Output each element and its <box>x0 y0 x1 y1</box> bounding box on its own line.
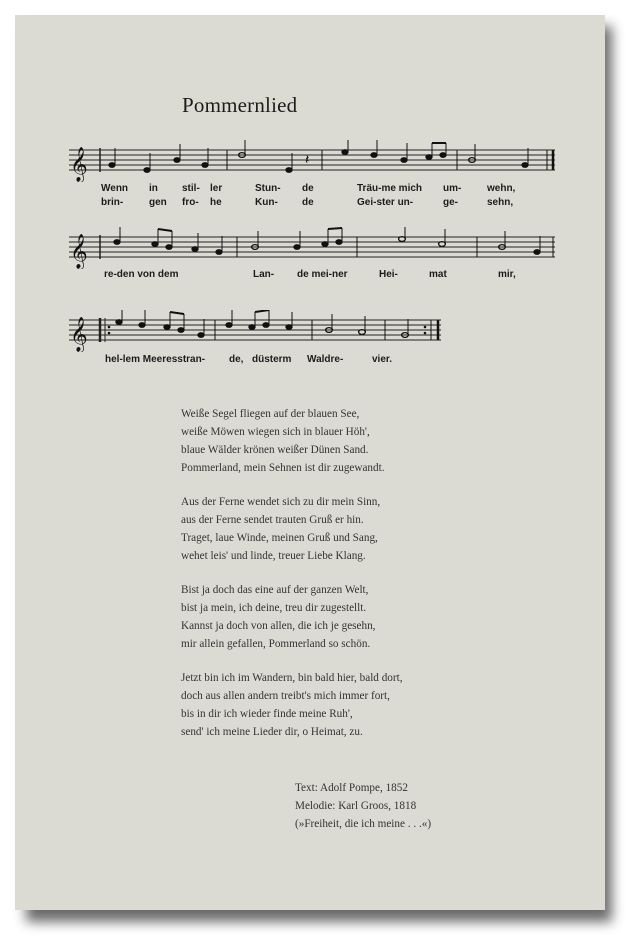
poem-line: aus der Ferne sendet trauten Gruß er hin. <box>181 514 364 526</box>
music-staff-2 <box>67 227 557 269</box>
poem-line: Aus der Ferne wendet sich zu dir mein Sinn, <box>181 496 381 508</box>
poem-line: send' ich meine Lieder dir, o Heimat, zu. <box>181 726 363 738</box>
stanza-4 <box>181 669 403 741</box>
poem-line: Weiße Segel fliegen auf der blauen See, <box>181 408 360 420</box>
poem-line: bis in dir ich wieder finde meine Ruh', <box>181 708 353 720</box>
stanza-3 <box>181 581 403 653</box>
poem-line: doch aus allen andern treibt's mich immer fort, <box>181 690 390 702</box>
treble-clef-icon: 𝄞 <box>70 317 88 352</box>
lyrics-row-1-verse-2: brin- gen fro- he Kun- de Gei-ster un- ge- sehn, <box>101 197 514 208</box>
song-title: Pommernlied <box>182 93 298 117</box>
melody-note: (»Freiheit, die ich meine . . .«) <box>295 818 432 830</box>
lyrics-row-2-verse-1: re-den von dem Lan- de mei-ner Hei- mat mir, <box>104 269 516 280</box>
stanza-2 <box>181 493 403 565</box>
poem-text <box>181 405 403 757</box>
song-credits <box>295 779 431 833</box>
treble-clef-icon: 𝄞 <box>70 234 88 269</box>
text-credit: Text: Adolf Pompe, 1852 <box>295 782 408 794</box>
poem-line: mir allein gefallen, Pommerland so schön. <box>181 638 371 650</box>
treble-clef-icon: 𝄞 <box>70 147 88 182</box>
poem-line: Pommerland, mein Sehnen ist dir zugewandt. <box>181 462 385 474</box>
lyrics-row-3-verse-1: hel-lem Meeresstran- de, düsterm Waldre- vier. <box>105 354 393 365</box>
poem-line: weiße Möwen wiegen sich in blauer Höh', <box>181 426 370 438</box>
melody-credit: Melodie: Karl Groos, 1818 <box>295 800 417 812</box>
poem-line: blaue Wälder krönen weißer Dünen Sand. <box>181 444 369 456</box>
poem-line: bist ja mein, ich deine, treu dir zugestellt. <box>181 602 367 614</box>
stanza-1 <box>181 405 403 477</box>
lyrics-row-1-verse-1: Wenn in stil- ler Stun- de Träu-me mich um- wehn, <box>101 183 516 194</box>
poem-line: Jetzt bin ich im Wandern, bin bald hier, bald dort, <box>181 672 403 684</box>
poem-line: wehet leis' und linde, treuer Liebe Klang. <box>181 550 366 562</box>
poem-line: Traget, laue Winde, meinen Gruß und Sang, <box>181 532 378 544</box>
poem-line: Bist ja doch das eine auf der ganzen Welt, <box>181 584 369 596</box>
poem-line: Kannst ja doch von allen, die ich je gesehn, <box>181 620 376 632</box>
svg-text:𝄽: 𝄽 <box>305 153 310 168</box>
music-staff-1 <box>67 140 557 182</box>
song-sheet <box>15 15 605 910</box>
music-staff-3 <box>67 310 447 352</box>
